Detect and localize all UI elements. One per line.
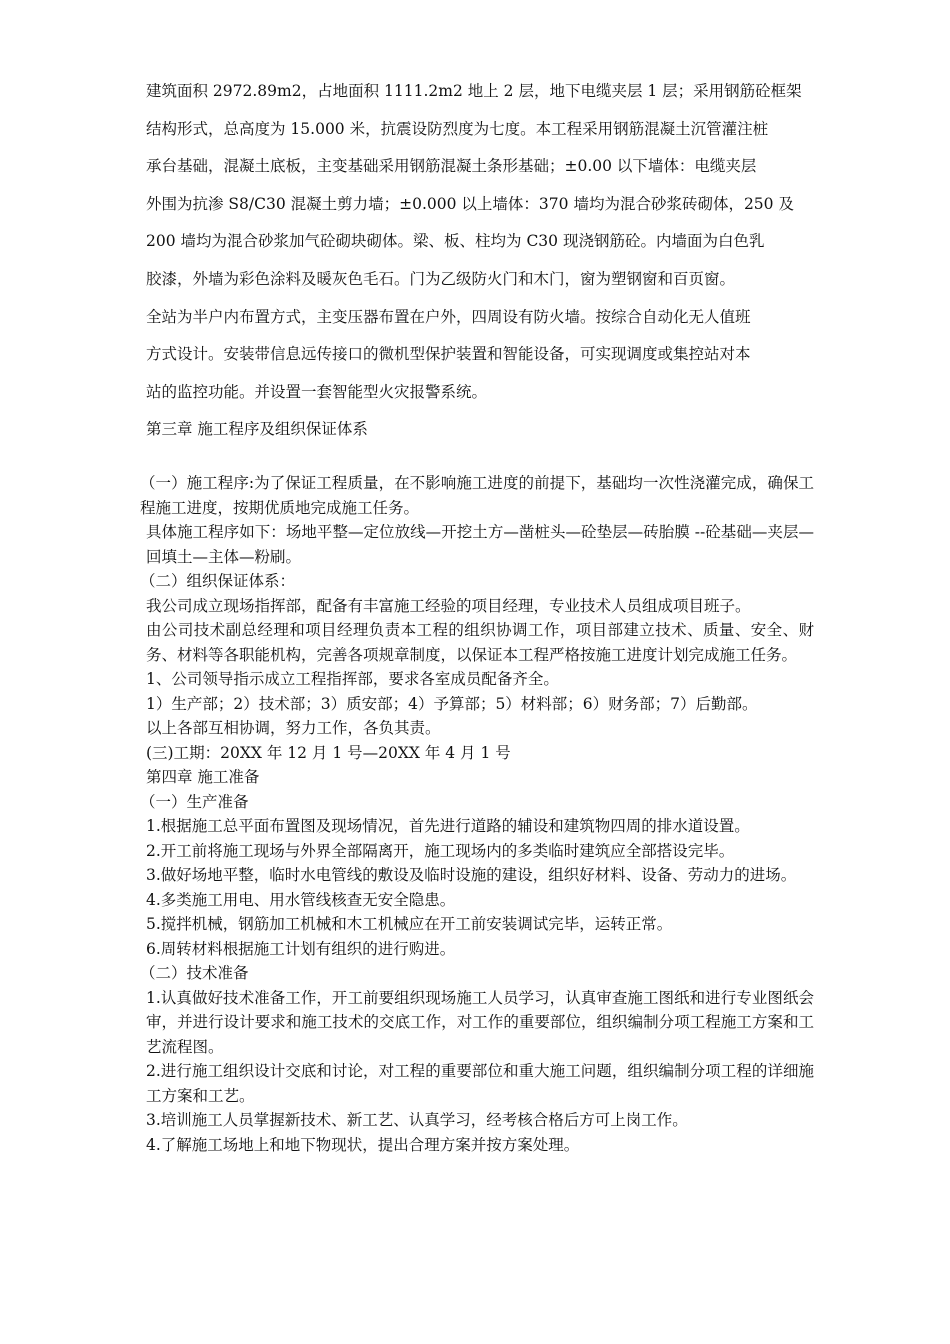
- paragraph-org-2: 由公司技术副总经理和项目经理负责本工程的组织协调工作，项目部建立技术、质量、安全、财务、材料等各职能机构，完善各项规章制度，以保证本工程严格按施工进度计划完成施工任务。: [146, 621, 814, 664]
- intro-line: 建筑面积 2972.89m2，占地面积 1111.2m2 地上 2 层，地下电缆夹层 1 层；采用钢筋砼框架: [146, 82, 802, 100]
- list-item: 1.认真做好技术准备工作，开工前要组织现场施工人员学习，认真审查施工图纸和进行专业图纸会审，并进行设计要求和施工技术的交底工作，对工作的重要部位，组织编制分项工程施工方案和工艺流程图。: [146, 988, 814, 1056]
- paragraph-procedure-steps: 具体施工程序如下：场地平整—定位放线—开挖土方—凿桩头—砼垫层—砖胎膜 --砼基础—夹层—回填土—主体—粉刷。: [146, 523, 814, 566]
- heading-technical-prep: （二）技术准备: [140, 964, 249, 982]
- paragraph-departments: 1）生产部；2）技术部；3）质安部；4）予算部；5）材料部；6）财务部；7）后勤部。: [146, 694, 758, 713]
- list-item: 2.进行施工组织设计交底和讨论，对工程的重要部位和重大施工问题，组织编制分项工程的详细施工方案和工艺。: [146, 1062, 814, 1105]
- list-item: 2.开工前将施工现场与外界全部隔离开，施工现场内的多类临时建筑应全部搭设完毕。: [146, 841, 735, 860]
- intro-line: 全站为半户内布置方式，主变压器布置在户外，四周设有防火墙。按综合自动化无人值班: [146, 307, 751, 326]
- heading-organization-system: （二）组织保证体系：: [140, 572, 296, 590]
- intro-section: [146, 78, 826, 416]
- intro-line: 胶漆，外墙为彩色涂料及暖灰色毛石。门为乙级防火门和木门，窗为塑钢窗和百页窗。: [146, 269, 736, 288]
- intro-line: 200 墙均为混合砂浆加气砼砌块砌体。梁、板、柱均为 C30 现浇钢筋砼。内墙面为白色乳: [146, 232, 765, 251]
- heading-production-prep: （一）生产准备: [140, 792, 249, 811]
- paragraph-construction-procedure: （一）施工程序:为了保证工程质量，在不影响施工进度的前提下，基础均一次性浇灌完成，确保工程施工进度，按期优质地完成施工任务。: [140, 474, 814, 517]
- chapter-4-heading: 第四章 施工准备: [146, 768, 260, 786]
- paragraph-org-3: 1、公司领导指示成立工程指挥部，要求各室成员配备齐全。: [146, 670, 559, 688]
- intro-line: 站的监控功能。并设置一套智能型火灾报警系统。: [146, 382, 488, 401]
- chapter-3-heading: 第三章 施工程序及组织保证体系: [146, 420, 368, 438]
- paragraph-coordination: 以上各部互相协调，努力工作，各负其责。: [146, 719, 441, 737]
- paragraph-org-1: 我公司成立现场指挥部，配备有丰富施工经验的项目经理，专业技术人员组成项目班子。: [146, 596, 751, 615]
- intro-line: 结构形式，总高度为 15.000 米，抗震设防烈度为七度。本工程采用钢筋混凝土沉管灌注桩: [146, 119, 769, 138]
- list-item: 3.做好场地平整，临时水电管线的敷设及临时设施的建设，组织好材料、设备、劳动力的进场。: [146, 866, 797, 884]
- intro-line: 外围为抗渗 S8/C30 混凝土剪力墙；±0.000 以上墙体：370 墙均为混合砂浆砖砌体，250 及: [146, 194, 794, 213]
- paragraph-schedule: (三)工期：20XX 年 12 月 1 号—20XX 年 4 月 1 号: [146, 743, 511, 762]
- intro-line: 承台基础，混凝土底板，主变基础采用钢筋混凝土条形基础；±0.00 以下墙体：电缆夹层: [146, 157, 757, 176]
- list-item: 1.根据施工总平面布置图及现场情况，首先进行道路的辅设和建筑物四周的排水道设置。: [146, 817, 750, 835]
- list-item: 3.培训施工人员掌握新技术、新工艺、认真学习，经考核合格后方可上岗工作。: [146, 1111, 688, 1129]
- list-item: 4.多类施工用电、用水管线核查无安全隐患。: [146, 890, 456, 909]
- list-item: 5.搅拌机械，钢筋加工机械和木工机械应在开工前安装调试完毕，运转正常。: [146, 915, 673, 933]
- body-section: [140, 471, 814, 1157]
- list-item: 6.周转材料根据施工计划有组织的进行购进。: [146, 939, 456, 958]
- intro-line: 方式设计。安装带信息远传接口的微机型保护装置和智能设备，可实现调度或集控站对本: [146, 345, 751, 364]
- list-item: 4.了解施工场地上和地下物现状，提出合理方案并按方案处理。: [146, 1135, 580, 1154]
